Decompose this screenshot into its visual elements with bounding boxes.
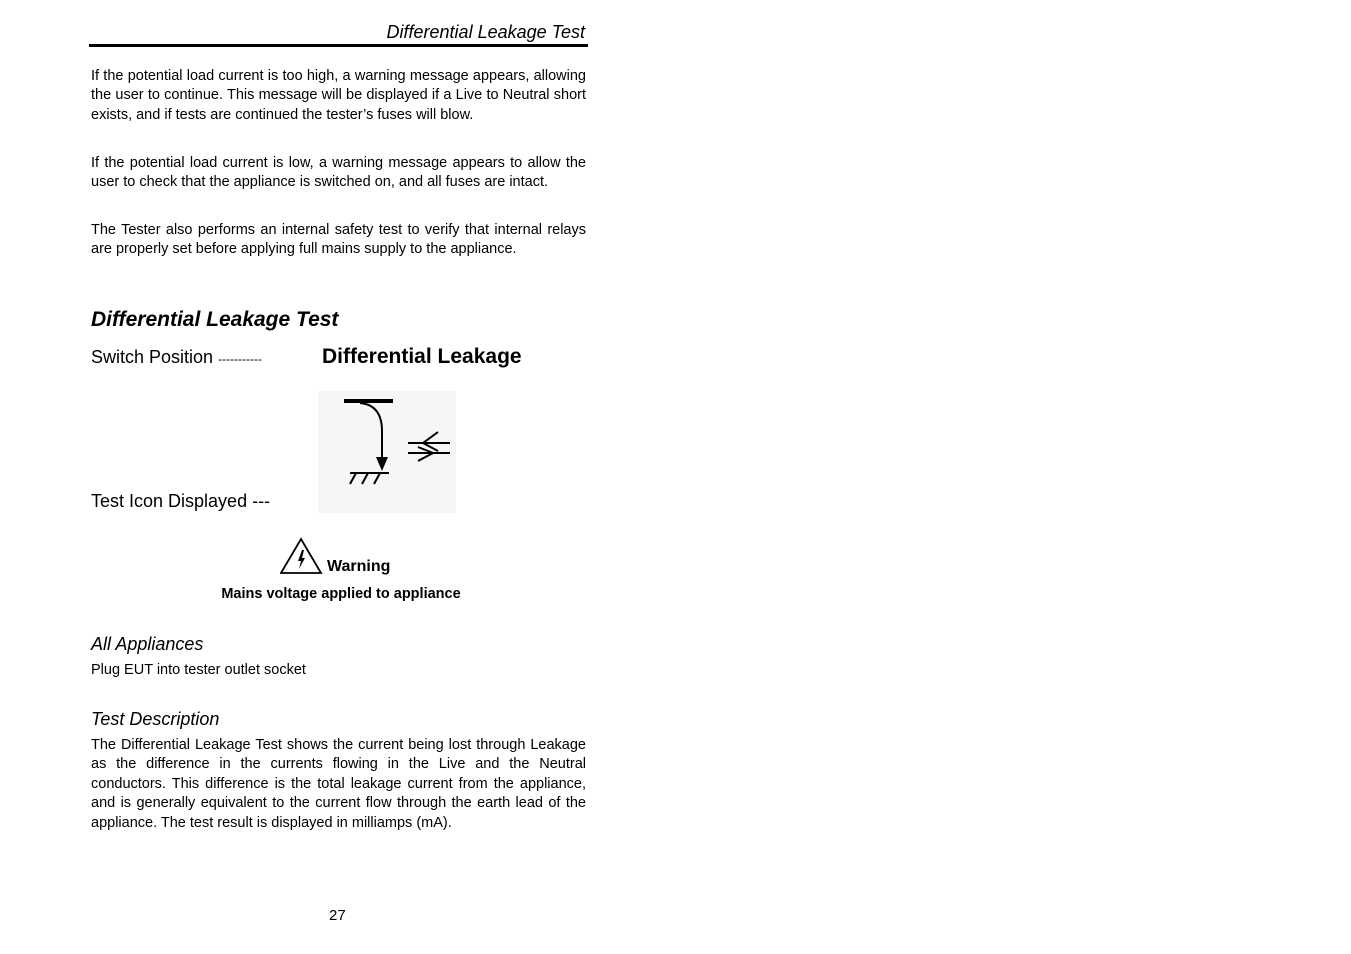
electric-hazard-warning-icon [280, 537, 323, 575]
warning-title: Warning [327, 558, 391, 575]
switch-position-dashes: ----------- [218, 352, 263, 366]
intro-paragraph-3: The Tester also performs an internal safety test to verify that internal relays are properly set before applying full mains supply to the appliance. [91, 222, 586, 258]
switch-position-value: Differential Leakage [322, 345, 522, 368]
switch-position-label [91, 347, 262, 368]
test-icon-label: Test Icon Displayed --- [91, 491, 271, 511]
all-appliances-heading: All Appliances [91, 634, 204, 654]
switch-position-text: Switch Position [91, 347, 214, 367]
intro-paragraph-2: If the potential load current is low, a warning message appears to allow the user to check that the appliance is switched on, and all fuses are intact. [91, 155, 586, 191]
differential-leakage-icon [318, 391, 456, 513]
warning-message: Mains voltage applied to appliance [221, 586, 461, 602]
page-number: 27 [329, 907, 346, 924]
all-appliances-text: Plug EUT into tester outlet socket [91, 662, 306, 678]
test-description-heading: Test Description [91, 709, 220, 729]
test-description-text: The Differential Leakage Test shows the current being lost through Leakage as the difference in the currents flowing in the Live and the Neutral conductors. This difference is the total leakage current from the appliance, and is generally equivalent to the current flow through the earth lead of the appliance. The test result is displayed in milliamps (mA). [91, 737, 586, 831]
header-rule [89, 44, 588, 47]
intro-paragraph-1: If the potential load current is too high, a warning message appears, allowing the user to continue. This message will be displayed if a Live to Neutral short exists, and if tests are continued the tester’s fuses will blow. [91, 68, 586, 123]
section-title: Differential Leakage Test [91, 308, 339, 331]
running-header: Differential Leakage Test [386, 22, 585, 42]
